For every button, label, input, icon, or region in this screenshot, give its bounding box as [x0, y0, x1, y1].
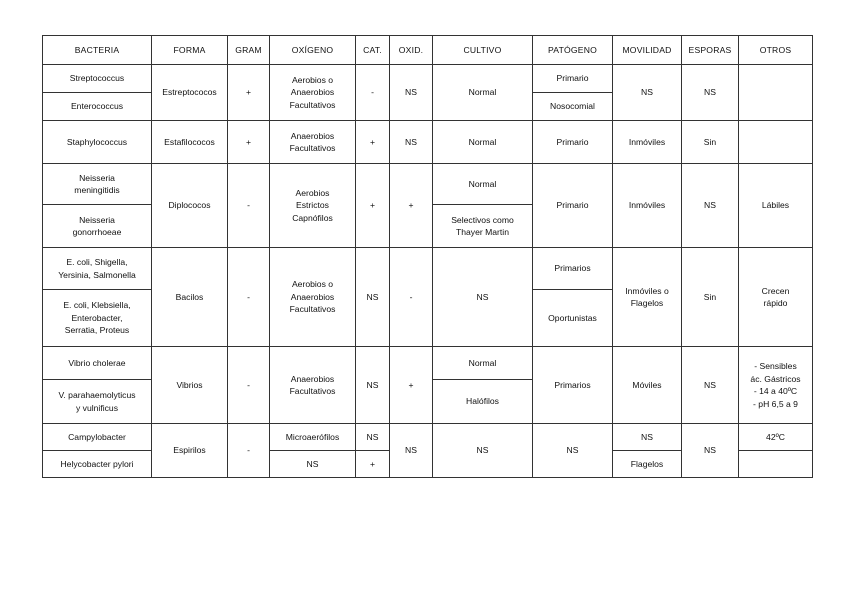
cell-patogeno: Primarios — [533, 248, 613, 290]
table-row — [43, 121, 813, 164]
cell-bacteria: Campylobacter — [43, 424, 152, 451]
cell-bacteria: V. parahaemolyticus y vulnificus — [43, 380, 152, 424]
cell-bacteria: E. coli, Klebsiella, Enterobacter, Serratia, Proteus — [43, 290, 152, 347]
header-otros: OTROS — [739, 36, 813, 65]
cell-patogeno: Oportunistas — [533, 290, 613, 347]
cell-forma: Espirilos — [152, 424, 228, 478]
cell-cultivo: NS — [433, 248, 533, 347]
cell-esporas: NS — [682, 65, 739, 121]
cell-cultivo: Halófilos — [433, 380, 533, 424]
bacteria-table — [42, 35, 813, 478]
cell-cultivo: Normal — [433, 347, 533, 380]
cell-bacteria: Streptococcus — [43, 65, 152, 93]
cell-otros — [739, 65, 813, 121]
cell-gram: + — [228, 65, 270, 121]
cell-gram: + — [228, 121, 270, 164]
header-movilidad: MOVILIDAD — [613, 36, 682, 65]
cell-otros: 42ºC — [739, 424, 813, 451]
cell-cat: + — [356, 164, 390, 248]
cell-otros: - Sensibles ác. Gástricos - 14 a 40ºC - pH 6,5 a 9 — [739, 347, 813, 424]
cell-cat: + — [356, 451, 390, 478]
header-patogeno: PATÓGENO — [533, 36, 613, 65]
cell-forma: Bacilos — [152, 248, 228, 347]
header-esporas: ESPORAS — [682, 36, 739, 65]
cell-otros — [739, 451, 813, 478]
table-row — [43, 164, 813, 205]
table-row — [43, 347, 813, 380]
cell-oxid: - — [390, 248, 433, 347]
cell-oxigeno: Anaerobios Facultativos — [270, 347, 356, 424]
cell-otros — [739, 121, 813, 164]
cell-patogeno: Primario — [533, 164, 613, 248]
cell-patogeno: Primario — [533, 121, 613, 164]
header-oxid: OXID. — [390, 36, 433, 65]
cell-cat: + — [356, 121, 390, 164]
cell-oxid: NS — [390, 424, 433, 478]
header-cultivo: CULTIVO — [433, 36, 533, 65]
cell-movilidad: Inmóviles o Flagelos — [613, 248, 682, 347]
cell-cultivo: Normal — [433, 164, 533, 205]
header-cat: CAT. — [356, 36, 390, 65]
table-row — [43, 65, 813, 93]
cell-forma: Vibrios — [152, 347, 228, 424]
header-forma: FORMA — [152, 36, 228, 65]
cell-otros: Crecen rápido — [739, 248, 813, 347]
cell-movilidad: Móviles — [613, 347, 682, 424]
table-row — [43, 248, 813, 290]
cell-gram: - — [228, 248, 270, 347]
cell-movilidad: NS — [613, 424, 682, 451]
cell-forma: Estreptococos — [152, 65, 228, 121]
cell-esporas: NS — [682, 424, 739, 478]
header-gram: GRAM — [228, 36, 270, 65]
cell-gram: - — [228, 424, 270, 478]
cell-cat: - — [356, 65, 390, 121]
cell-esporas: Sin — [682, 121, 739, 164]
header-oxigeno: OXÍGENO — [270, 36, 356, 65]
cell-cat: NS — [356, 424, 390, 451]
cell-oxigeno: Aerobios Estrictos Capnófilos — [270, 164, 356, 248]
cell-patogeno: Nosocomial — [533, 93, 613, 121]
cell-cultivo: Normal — [433, 121, 533, 164]
cell-cultivo: Selectivos como Thayer Martin — [433, 205, 533, 248]
cell-movilidad: Flagelos — [613, 451, 682, 478]
cell-bacteria: Neisseria gonorrhoeae — [43, 205, 152, 248]
cell-bacteria: Neisseria meningitidis — [43, 164, 152, 205]
cell-bacteria: Vibrio cholerae — [43, 347, 152, 380]
cell-otros: Lábiles — [739, 164, 813, 248]
cell-cultivo: NS — [433, 424, 533, 478]
cell-gram: - — [228, 164, 270, 248]
cell-bacteria: E. coli, Shigella, Yersinia, Salmonella — [43, 248, 152, 290]
cell-oxigeno: Anaerobios Facultativos — [270, 121, 356, 164]
cell-patogeno: Primario — [533, 65, 613, 93]
cell-esporas: NS — [682, 164, 739, 248]
cell-cultivo: Normal — [433, 65, 533, 121]
table-row — [43, 424, 813, 451]
cell-oxigeno: Aerobios o Anaerobios Facultativos — [270, 248, 356, 347]
cell-bacteria: Enterococcus — [43, 93, 152, 121]
cell-forma: Diplococos — [152, 164, 228, 248]
cell-cat: NS — [356, 248, 390, 347]
cell-bacteria: Staphylococcus — [43, 121, 152, 164]
cell-bacteria: Helycobacter pylori — [43, 451, 152, 478]
cell-oxigeno: Microaerófilos — [270, 424, 356, 451]
cell-oxigeno: NS — [270, 451, 356, 478]
header-row — [43, 36, 813, 65]
cell-esporas: Sin — [682, 248, 739, 347]
cell-oxigeno: Aerobios o Anaerobios Facultativos — [270, 65, 356, 121]
cell-oxid: + — [390, 347, 433, 424]
cell-movilidad: NS — [613, 65, 682, 121]
cell-movilidad: Inmóviles — [613, 121, 682, 164]
cell-oxid: NS — [390, 65, 433, 121]
cell-esporas: NS — [682, 347, 739, 424]
cell-oxid: + — [390, 164, 433, 248]
cell-oxid: NS — [390, 121, 433, 164]
cell-cat: NS — [356, 347, 390, 424]
cell-gram: - — [228, 347, 270, 424]
cell-movilidad: Inmóviles — [613, 164, 682, 248]
cell-patogeno: NS — [533, 424, 613, 478]
cell-patogeno: Primarios — [533, 347, 613, 424]
header-bacteria: BACTERIA — [43, 36, 152, 65]
cell-forma: Estafilococos — [152, 121, 228, 164]
